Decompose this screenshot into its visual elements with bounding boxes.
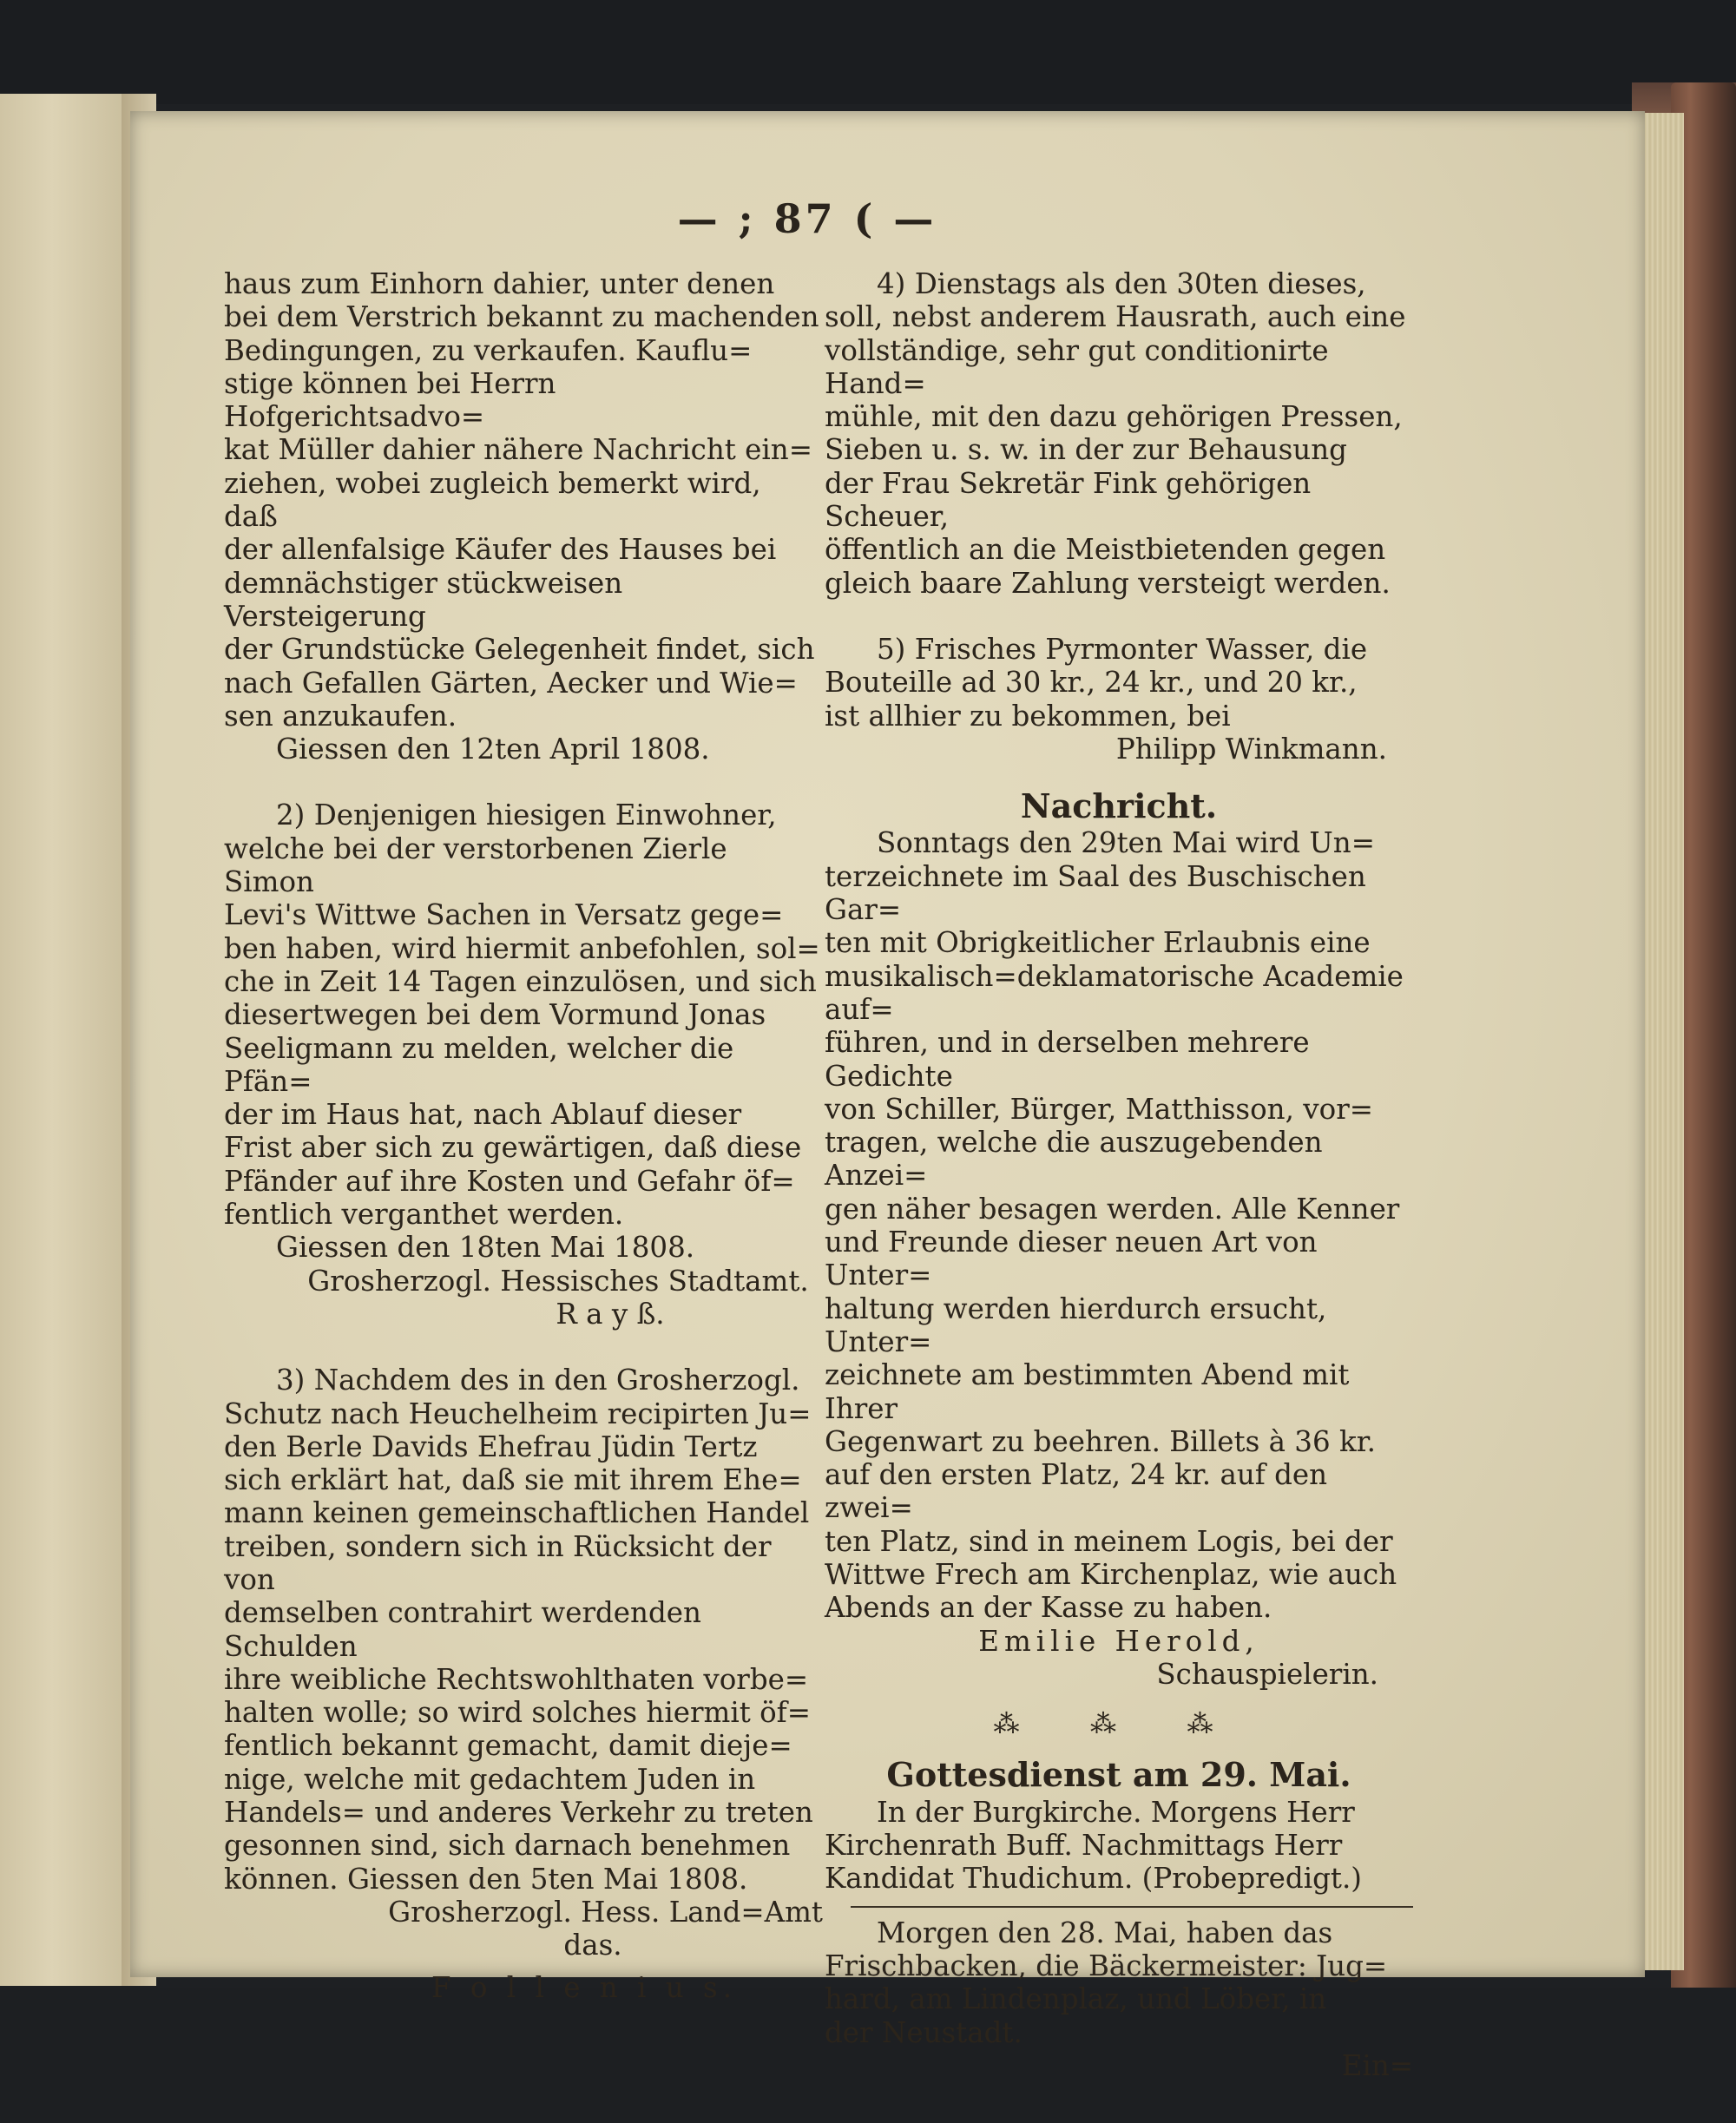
spacer xyxy=(224,766,823,799)
text-line: stige können bei Herrn Hofgerichtsadvo= xyxy=(224,366,556,434)
notice-3-text xyxy=(224,1364,823,2004)
text-line: Sonntags den 29ten Mai wird Un= xyxy=(877,826,1375,860)
text-line: Gegenwart zu beehren. Billets à 36 kr. xyxy=(825,1424,1376,1458)
text-line: Levi's Wittwe Sachen in Versatz gege= xyxy=(224,898,784,932)
notice-3-signature: F o l l e n i u s. xyxy=(431,1970,738,2004)
text-line: demnächstiger stückweisen Versteigerung xyxy=(224,566,623,633)
nachricht-signature-title: Schauspielerin. xyxy=(1156,1657,1378,1691)
text-line: haltung werden hierdurch ersucht, Unter= xyxy=(825,1292,1327,1358)
text-line: 5) Frisches Pyrmonter Wasser, die xyxy=(877,632,1368,666)
text-line: Bouteille ad 30 kr., 24 kr., und 20 kr., xyxy=(825,666,1358,700)
text-line: der allenfalsige Käufer des Hauses bei xyxy=(224,533,777,567)
text-line: diesertwegen bei dem Vormund Jonas xyxy=(224,998,766,1032)
text-line: nach Gefallen Gärten, Aecker und Wie= xyxy=(224,666,798,700)
text-line: der Frau Sekretär Fink gehörigen Scheuer, xyxy=(825,466,1312,534)
notice-5-signature: Philipp Winkmann. xyxy=(1115,732,1387,766)
text-line: ihre weibliche Rechtswohlthaten vorbe= xyxy=(224,1662,809,1696)
catchword: Ein= xyxy=(1341,2048,1413,2082)
right-column xyxy=(825,267,1413,2082)
text-line: gleich baare Zahlung versteigt werden. xyxy=(825,566,1391,600)
section-heading-nachricht: Nachricht. xyxy=(1020,786,1218,826)
text-line: 4) Dienstags als den 30ten dieses, xyxy=(877,267,1366,300)
text-line: tragen, welche die auszugebenden Anzei= xyxy=(825,1126,1323,1193)
text-line: bei dem Verstrich bekannt zu machenden xyxy=(224,300,819,334)
notice-2-text xyxy=(224,799,823,1331)
text-line: Pfänder auf ihre Kosten und Gefahr öf= xyxy=(224,1164,795,1198)
text-line: Bedingungen, zu verkaufen. Kauflu= xyxy=(224,333,753,367)
text-line: demselben contrahirt werdenden Schulden xyxy=(224,1596,701,1663)
horizontal-rule xyxy=(851,1906,1413,1908)
scan-background-top xyxy=(0,0,1736,104)
text-line: gen näher besagen werden. Alle Kenner xyxy=(825,1192,1400,1226)
text-line: terzeichnete im Saal des Buschischen Gar= xyxy=(825,859,1366,927)
spacer xyxy=(825,600,1413,633)
notice-3-authority-cont: das. xyxy=(563,1929,622,1962)
notice-5-text xyxy=(825,633,1413,766)
text-line: gesonnen sind, sich darnach benehmen xyxy=(224,1829,791,1863)
text-line: der im Haus hat, nach Ablauf dieser xyxy=(224,1098,742,1132)
text-line: zeichnete am bestimmten Abend mit Ihrer xyxy=(825,1358,1350,1425)
notice-1-text xyxy=(224,267,823,766)
text-line: Abends an der Kasse zu haben. xyxy=(825,1591,1272,1625)
notice-3-authority: Grosherzogl. Hess. Land=Amt xyxy=(388,1895,823,1929)
text-line: musikalisch=deklamatorische Academie auf= xyxy=(825,959,1404,1026)
text-line: der Grundstücke Gelegenheit findet, sich xyxy=(224,633,815,667)
page-number: — ; 87 ( — xyxy=(677,195,937,242)
nachricht-signature: Emilie Herold, xyxy=(978,1624,1259,1658)
text-line: Handels= und anderes Verkehr zu treten xyxy=(224,1796,813,1830)
text-line: In der Burgkirche. Morgens Herr xyxy=(877,1795,1355,1829)
text-line: und Freunde dieser neuen Art von Unter= xyxy=(825,1226,1318,1292)
text-line: welche bei der verstorbenen Zierle Simon xyxy=(224,831,727,899)
text-line: können. Giessen den 5ten Mai 1808. xyxy=(224,1862,748,1896)
spacer xyxy=(224,1331,823,1364)
text-line: ben haben, wird hiermit anbefohlen, sol= xyxy=(224,931,820,965)
text-line: der Neustadt. xyxy=(825,2015,1023,2049)
baecker-text xyxy=(825,1916,1413,2049)
text-line: hard, am Lindenplaz, und Löber, in xyxy=(825,1982,1327,2016)
text-line: ziehen, wobei zugleich bemerkt wird, daß xyxy=(224,466,761,534)
text-line: Frist aber sich zu gewärtigen, daß diese xyxy=(224,1131,802,1165)
text-line: Kirchenrath Buff. Nachmittags Herr xyxy=(825,1829,1343,1863)
text-line: auf den ersten Platz, 24 kr. auf den zwei= xyxy=(825,1458,1328,1525)
text-line: ist allhier zu bekommen, bei xyxy=(825,699,1231,733)
text-line: che in Zeit 14 Tagen einzulösen, und sich xyxy=(224,964,817,998)
text-line: fentlich bekannt gemacht, damit dieje= xyxy=(224,1729,792,1763)
notice-2-signature: R a y ß. xyxy=(556,1297,665,1331)
text-line: haus zum Einhorn dahier, unter denen xyxy=(224,267,775,300)
text-line: soll, nebst anderem Hausrath, auch eine xyxy=(825,300,1406,334)
text-line: Frischbacken, die Bäckermeister: Jug= xyxy=(825,1949,1388,1982)
text-line: Sieben u. s. w. in der zur Behausung xyxy=(825,433,1347,467)
text-line: mann keinen gemeinschaftlichen Handel xyxy=(224,1496,810,1530)
text-line: öffentlich an die Meistbietenden gegen xyxy=(825,533,1386,567)
text-line: 2) Denjenigen hiesigen Einwohner, xyxy=(276,799,777,832)
notice-2-authority: Grosherzogl. Hessisches Stadtamt. xyxy=(307,1264,809,1298)
text-line: treiben, sondern sich in Rücksicht der von xyxy=(224,1529,772,1596)
text-line: sich erklärt hat, daß sie mit ihrem Ehe= xyxy=(224,1463,802,1497)
text-line: Seeligmann zu melden, welcher die Pfän= xyxy=(224,1031,734,1098)
text-line: Wittwe Frech am Kirchenplaz, wie auch xyxy=(825,1557,1397,1591)
text-line: halten wolle; so wird solches hiermit öf= xyxy=(224,1696,811,1730)
text-line: Morgen den 28. Mai, haben das xyxy=(877,1916,1333,1949)
text-line: den Berle Davids Ehefrau Jüdin Tertz xyxy=(224,1430,758,1463)
nachricht-text xyxy=(825,826,1413,1691)
text-line: sen anzukaufen. xyxy=(224,699,457,733)
text-line: mühle, mit den dazu gehörigen Pressen, xyxy=(825,400,1403,434)
text-line: Kandidat Thudichum. (Probepredigt.) xyxy=(825,1862,1362,1896)
gottesdienst-text xyxy=(825,1796,1413,1896)
notice-4-text xyxy=(825,267,1413,600)
ornament-asterisms: ⁂ ⁂ ⁂ xyxy=(993,1709,1245,1740)
notice-1-date: Giessen den 12ten April 1808. xyxy=(276,733,710,766)
text-line: kat Müller dahier nähere Nachricht ein= xyxy=(224,433,812,467)
text-line: Schutz nach Heuchelheim recipirten Ju= xyxy=(224,1397,812,1430)
text-line: vollständige, sehr gut conditionirte Hand= xyxy=(825,333,1329,400)
spacer xyxy=(825,766,1413,783)
notice-2-date: Giessen den 18ten Mai 1808. xyxy=(276,1231,695,1265)
text-line: 3) Nachdem des in den Grosherzogl. xyxy=(276,1364,800,1397)
text-line: nige, welche mit gedachtem Juden in xyxy=(224,1762,756,1796)
text-line: führen, und in derselben mehrere Gedichte xyxy=(825,1026,1310,1093)
text-line: ten Platz, sind in meinem Logis, bei der xyxy=(825,1524,1393,1558)
text-line: ten mit Obrigkeitlicher Erlaubnis eine xyxy=(825,926,1371,960)
text-line: von Schiller, Bürger, Matthisson, vor= xyxy=(825,1092,1373,1126)
left-column xyxy=(224,267,823,2004)
section-heading-gottesdienst: Gottesdienst am 29. Mai. xyxy=(886,1755,1351,1795)
text-line: fentlich verganthet werden. xyxy=(224,1198,624,1232)
left-page-edge xyxy=(0,94,130,1986)
